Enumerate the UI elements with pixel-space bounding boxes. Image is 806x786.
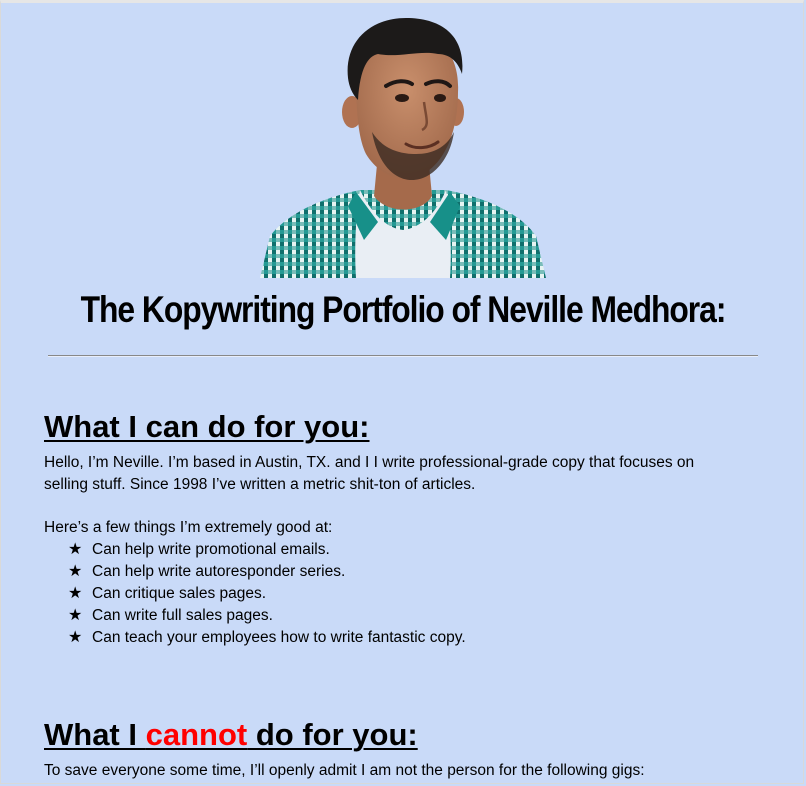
skills-list <box>68 539 466 649</box>
profile-photo <box>260 14 546 278</box>
heading-highlight: cannot <box>145 717 248 752</box>
list-item <box>68 627 466 649</box>
list-item-text: Can help write promotional emails. <box>92 541 330 558</box>
list-item-text: Can write full sales pages. <box>92 607 273 624</box>
list-item-text: Can critique sales pages. <box>92 585 267 602</box>
section-heading-cannot <box>44 717 418 753</box>
star-icon: ★ <box>68 629 83 646</box>
intro-line-1: Hello, I’m Neville. I’m based in Austin, TX. and I I write professional-grade copy that focuses on <box>44 454 695 471</box>
star-icon: ★ <box>68 563 83 580</box>
list-item-text: Can teach your employees how to write fantastic copy. <box>92 629 466 646</box>
page-title: The Kopywriting Portfolio of Neville Medhora: <box>80 289 726 330</box>
heading-after: do for you: <box>247 717 418 752</box>
list-item <box>68 539 466 561</box>
star-icon: ★ <box>68 541 83 558</box>
intro-paragraph <box>44 452 744 496</box>
star-icon: ★ <box>68 607 83 624</box>
intro-line-2: selling stuff. Since 1998 I’ve written a metric shit-ton of articles. <box>44 476 476 493</box>
heading-before: What I <box>44 717 146 752</box>
section-heading-can: What I can do for you: <box>44 409 370 444</box>
list-item <box>68 583 466 605</box>
list-item <box>68 561 466 583</box>
horizontal-divider <box>48 355 758 357</box>
list-item-text: Can help write autoresponder series. <box>92 563 346 580</box>
cannot-intro: To save everyone some time, I’ll openly admit I am not the person for the following gigs: <box>44 762 645 779</box>
list-item <box>68 605 466 627</box>
list-intro: Here’s a few things I’m extremely good at: <box>44 519 333 536</box>
star-icon: ★ <box>68 585 83 602</box>
